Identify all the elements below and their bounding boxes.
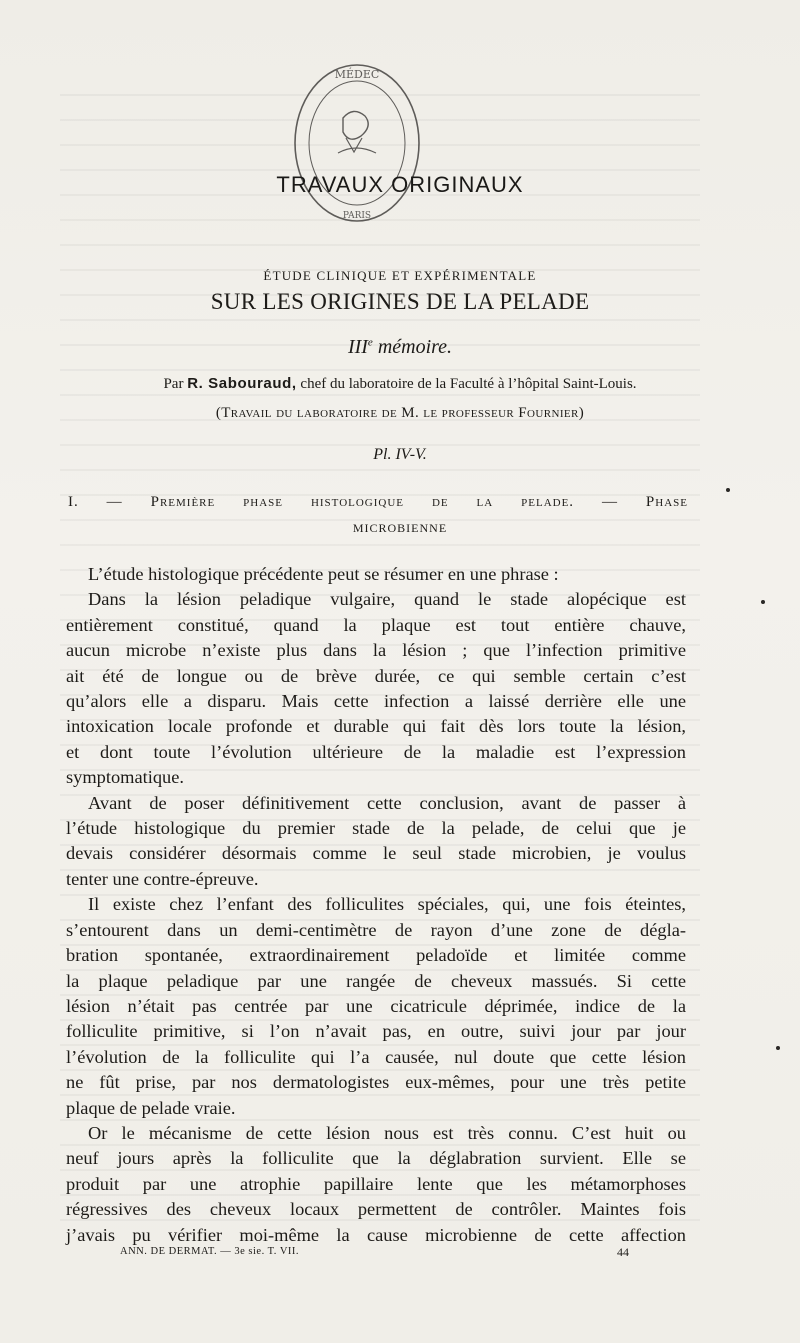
memoire-sup: e <box>367 336 373 349</box>
footer-journal: ANN. DE DERMAT. — 3e sie. T. VII. <box>120 1246 300 1257</box>
body-line: Or le mécanisme de cette lésion nous est très connu. C’est huit ou <box>88 1122 686 1143</box>
body-line: Il existe chez l’enfant des folliculites spéciales, qui, une fois éteintes, <box>88 894 686 915</box>
section-title-line1: I. — Première phase histologique de la pelade. — Phase <box>68 494 688 510</box>
body-line: symptomatique. <box>66 767 184 788</box>
memoire-word: mémoire. <box>377 336 453 358</box>
body-text <box>66 562 686 1248</box>
body-line: L’étude histologique précédente peut se résumer en une phrase : <box>88 564 559 584</box>
footer-page-number: 44 <box>617 1245 629 1259</box>
body-line: régressives des cheveux locaux permettent de contrôler. Maintes fois <box>66 1199 686 1220</box>
body-line: bration spontanée, extraordinairement peladoïde et limitée comme <box>66 945 686 966</box>
body-line: et dont toute l’évolution ultérieure de la maladie est l’expression <box>66 741 686 762</box>
body-line: ait été de longue ou de brève durée, ce qui semble certain c’est <box>66 665 686 686</box>
body-line: tenter une contre-épreuve. <box>66 868 259 889</box>
author-name: R. Sabouraud, <box>187 375 297 392</box>
body-line: devais considérer désormais comme le seul stade microbien, je voulus <box>66 843 686 864</box>
body-line: j’avais pu vérifier moi-même la cause microbienne de cette affection <box>66 1224 686 1245</box>
plate-reference: Pl. IV-V. <box>373 446 427 463</box>
body-line: intoxication locale profonde et durable qui fait dès lors toute la lésion, <box>66 716 686 737</box>
article-title: SUR LES ORIGINES DE LA PELADE <box>210 289 590 314</box>
body-line: produit par une atrophie papillaire lente que les métamorphoses <box>66 1173 686 1194</box>
body-line: aucun microbe n’existe plus dans la lésion ; que l’infection primitive <box>66 640 686 661</box>
body-line: plaque de pelade vraie. <box>66 1097 236 1118</box>
body-line: l’étude histologique du premier stade de la pelade, de celui que je <box>66 818 686 839</box>
body-line: s’entourent dans un demi-centimètre de rayon d’une zone de dégla- <box>66 919 686 940</box>
section-title-line2: MICROBIENNE <box>352 521 448 535</box>
body-line: entièrement constitué, quand la plaque est tout entière chauve, <box>66 614 686 635</box>
body-line: Avant de poser définitivement cette conclusion, avant de passer à <box>88 792 686 813</box>
body-line: ne fût prise, par nos dermatologistes eux-mêmes, pour une très petite <box>66 1072 686 1093</box>
byline <box>0 375 800 393</box>
author-affiliation: chef du laboratoire de la Faculté à l’hôpital Saint-Louis. <box>300 376 637 392</box>
body-line: lésion n’était pas centrée par une cicatricule déprimée, indice de la <box>66 995 686 1016</box>
body-line: neuf jours après la folliculite que la déglabration survient. Elle se <box>66 1148 686 1169</box>
svg-text:PARIS: PARIS <box>342 211 372 221</box>
body-line: qu’alors elle a disparu. Mais cette infection a laissé derrière elle une <box>66 691 686 712</box>
memoire-line <box>0 336 800 359</box>
speck <box>776 1046 780 1050</box>
library-stamp-icon <box>288 58 426 228</box>
subheading: ÉTUDE CLINIQUE ET EXPÉRIMENTALE <box>263 268 537 283</box>
speck <box>761 600 765 604</box>
speck <box>726 488 730 492</box>
body-line: l’évolution de la folliculite qui l’a causée, nul doute que cette lésion <box>66 1046 686 1067</box>
section-heading: TRAVAUX ORIGINAUX <box>276 172 524 197</box>
body-line: folliculite primitive, si l’on n’avait pas, en outre, suivi jour par jour <box>66 1021 686 1042</box>
memoire-roman: III <box>347 336 368 358</box>
laboratory-note: (Travail du laboratoire de M. le professeur Fournier) <box>215 405 585 421</box>
body-line: Dans la lésion peladique vulgaire, quand le stade alopécique est <box>88 589 686 610</box>
byline-prefix: Par <box>163 376 184 392</box>
svg-text:MÉDEC: MÉDEC <box>334 68 380 81</box>
body-line: la plaque peladique par une rangée de cheveux massués. Si cette <box>66 970 686 991</box>
